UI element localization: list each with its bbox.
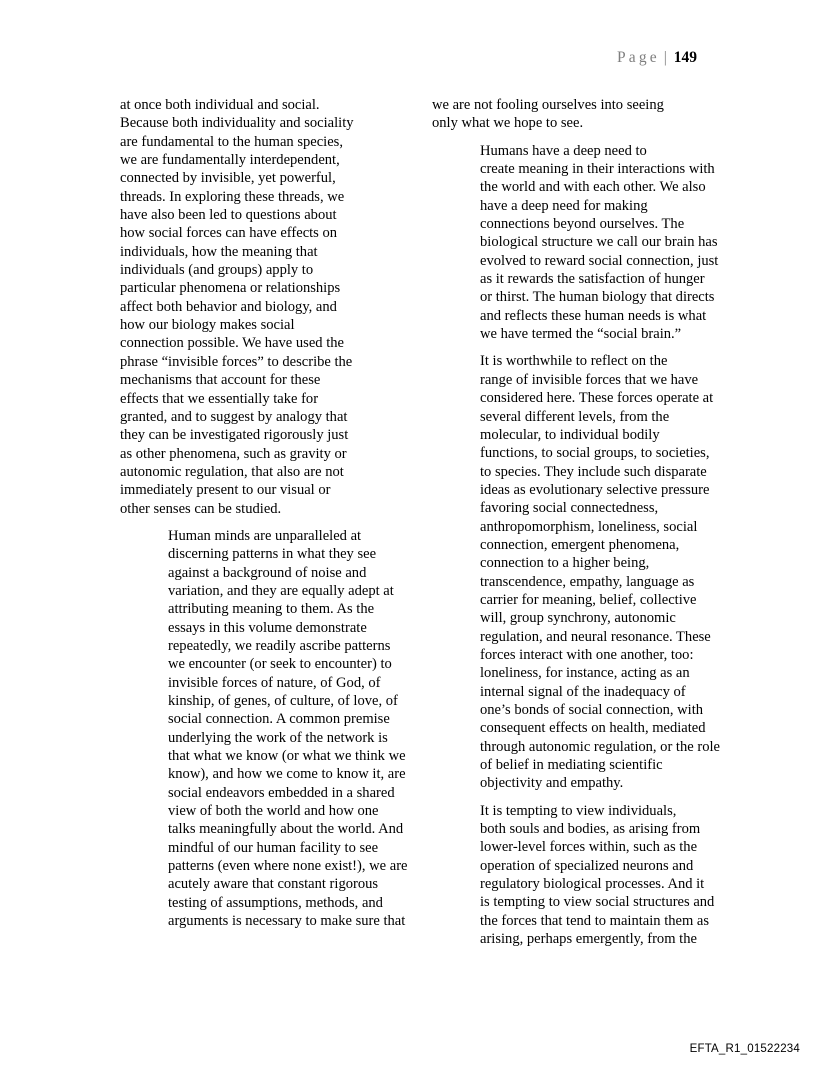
text-line: arising, perhaps emergently, from the (480, 931, 697, 948)
text-line: molecular, to individual bodily (480, 426, 660, 443)
paragraph (432, 802, 715, 949)
text-line: functions, to social groups, to societies, (480, 445, 710, 462)
page-separator: | (663, 49, 667, 66)
text-line: granted, and to suggest by analogy that (120, 408, 348, 425)
text-line: know), and how we come to know it, are (168, 766, 406, 783)
page-label: Page (616, 49, 660, 66)
paragraph (432, 96, 704, 133)
right-text-column (432, 96, 720, 957)
text-line: It is worthwhile to reflect on the (480, 353, 668, 370)
text-line: Because both individuality and sociality (120, 115, 354, 132)
text-line: mindful of our human facility to see (168, 839, 379, 856)
text-line: autonomic regulation, that also are not (120, 463, 344, 480)
text-line: as other phenomena, such as gravity or (120, 445, 347, 462)
text-line: favoring social connectedness, (480, 500, 659, 517)
text-line: we encounter (or seek to encounter) to (168, 656, 392, 673)
text-line: social connection. A common premise (168, 711, 390, 728)
text-line: discerning patterns in what they see (168, 546, 377, 563)
paragraph (120, 527, 408, 931)
text-line: view of both the world and how one (168, 803, 379, 820)
text-line: invisible forces of nature, of God, of (168, 674, 381, 691)
text-line: variation, and they are equally adept at (168, 582, 394, 599)
text-line: Human minds are unparalleled at (168, 527, 362, 544)
text-line: connection to a higher being, (480, 555, 650, 572)
text-line: kinship, of genes, of culture, of love, of (168, 693, 398, 709)
text-line: loneliness, for instance, acting as an (480, 665, 690, 682)
text-line: range of invisible forces that we have (480, 371, 699, 388)
text-line: testing of assumptions, methods, and (168, 894, 383, 911)
paragraph (432, 352, 720, 792)
text-line: are fundamental to the human species, (120, 133, 343, 150)
text-line: several different levels, from the (480, 408, 670, 425)
text-line: acutely aware that constant rigorous (168, 876, 379, 893)
text-line: consequent effects on health, mediated (480, 720, 706, 737)
paragraph (432, 142, 719, 344)
text-line: connections beyond ourselves. The (480, 216, 685, 233)
text-line: one’s bonds of social connection, with (480, 702, 704, 718)
text-line: regulation, and neural resonance. These (480, 628, 711, 645)
text-line: effects that we essentially take for (120, 390, 319, 407)
text-line: It is tempting to view individuals, (480, 802, 677, 819)
text-line: through autonomic regulation, or the role (480, 738, 720, 755)
text-line: how our biology makes social (120, 317, 295, 334)
text-line: phrase “invisible forces” to describe the (120, 353, 353, 370)
text-line: only what we hope to see. (432, 115, 584, 132)
text-line: Humans have a deep need to (480, 142, 647, 159)
text-line: individuals (and groups) apply to (120, 262, 314, 279)
text-line: threads. In exploring these threads, we (120, 188, 345, 205)
text-line: or thirst. The human biology that directs (480, 289, 715, 306)
page-number: 149 (673, 49, 697, 66)
text-line: the world and with each other. We also (480, 179, 706, 196)
text-line: have also been led to questions about (120, 207, 337, 224)
text-line: operation of specialized neurons and (480, 857, 694, 874)
text-line: arguments is necessary to make sure that (168, 913, 406, 930)
text-line: particular phenomena or relationships (120, 280, 341, 297)
text-line: biological structure we call our brain has (480, 234, 718, 251)
text-line: talks meaningfully about the world. And (168, 821, 404, 838)
text-line: forces interact with one another, too: (480, 646, 694, 663)
text-line: will, group synchrony, autonomic (480, 610, 676, 627)
text-line: that what we know (or what we think we (168, 748, 406, 765)
page-header (617, 49, 697, 67)
text-line: create meaning in their interactions with (480, 161, 715, 178)
text-line: the forces that tend to maintain them as (480, 912, 710, 929)
text-line: carrier for meaning, belief, collective (480, 591, 697, 608)
text-line: internal signal of the inadequacy of (480, 683, 686, 700)
text-line: objectivity and empathy. (480, 775, 624, 792)
text-line: mechanisms that account for these (120, 372, 321, 389)
text-line: lower-level forces within, such as the (480, 839, 698, 856)
text-line: other senses can be studied. (120, 500, 282, 517)
text-line: how social forces can have effects on (120, 225, 338, 242)
text-line: we are fundamentally interdependent, (120, 152, 340, 169)
text-line: we have termed the “social brain.” (480, 326, 682, 343)
text-line: ideas as evolutionary selective pressure (480, 481, 710, 498)
text-line: attributing meaning to them. As the (168, 601, 375, 618)
text-line: at once both individual and social. (120, 97, 320, 113)
text-line: repeatedly, we readily ascribe patterns (168, 637, 391, 654)
text-line: anthropomorphism, loneliness, social (480, 518, 698, 535)
text-line: immediately present to our visual or (120, 482, 331, 499)
text-line: to species. They include such disparate (480, 463, 707, 480)
text-line: we are not fooling ourselves into seeing (432, 97, 664, 113)
text-line: affect both behavior and biology, and (120, 298, 337, 315)
text-line: they can be investigated rigorously just (120, 427, 349, 444)
text-line: essays in this volume demonstrate (168, 619, 367, 636)
paragraph (120, 96, 392, 518)
text-line: is tempting to view social structures and (480, 894, 715, 911)
text-line: of belief in mediating scientific (480, 757, 663, 774)
text-line: connected by invisible, yet powerful, (120, 170, 336, 187)
document-id: EFTA_R1_01522234 (689, 1043, 800, 1055)
text-line: underlying the work of the network is (168, 729, 388, 746)
text-line: have a deep need for making (480, 197, 648, 214)
text-line: connection possible. We have used the (120, 335, 344, 352)
text-line: considered here. These forces operate at (480, 390, 714, 407)
text-line: as it rewards the satisfaction of hunger (480, 271, 705, 288)
text-line: both souls and bodies, as arising from (480, 821, 701, 838)
text-line: social endeavors embedded in a shared (168, 784, 395, 801)
text-line: transcendence, empathy, language as (480, 573, 695, 590)
text-line: regulatory biological processes. And it (480, 876, 705, 893)
text-line: and reflects these human needs is what (480, 307, 707, 324)
text-line: against a background of noise and (168, 564, 367, 581)
text-line: connection, emergent phenomena, (480, 536, 680, 553)
text-line: evolved to reward social connection, just (480, 252, 719, 269)
text-line: patterns (even where none exist!), we are (168, 858, 408, 875)
left-text-column (120, 96, 408, 939)
text-line: individuals, how the meaning that (120, 243, 318, 260)
